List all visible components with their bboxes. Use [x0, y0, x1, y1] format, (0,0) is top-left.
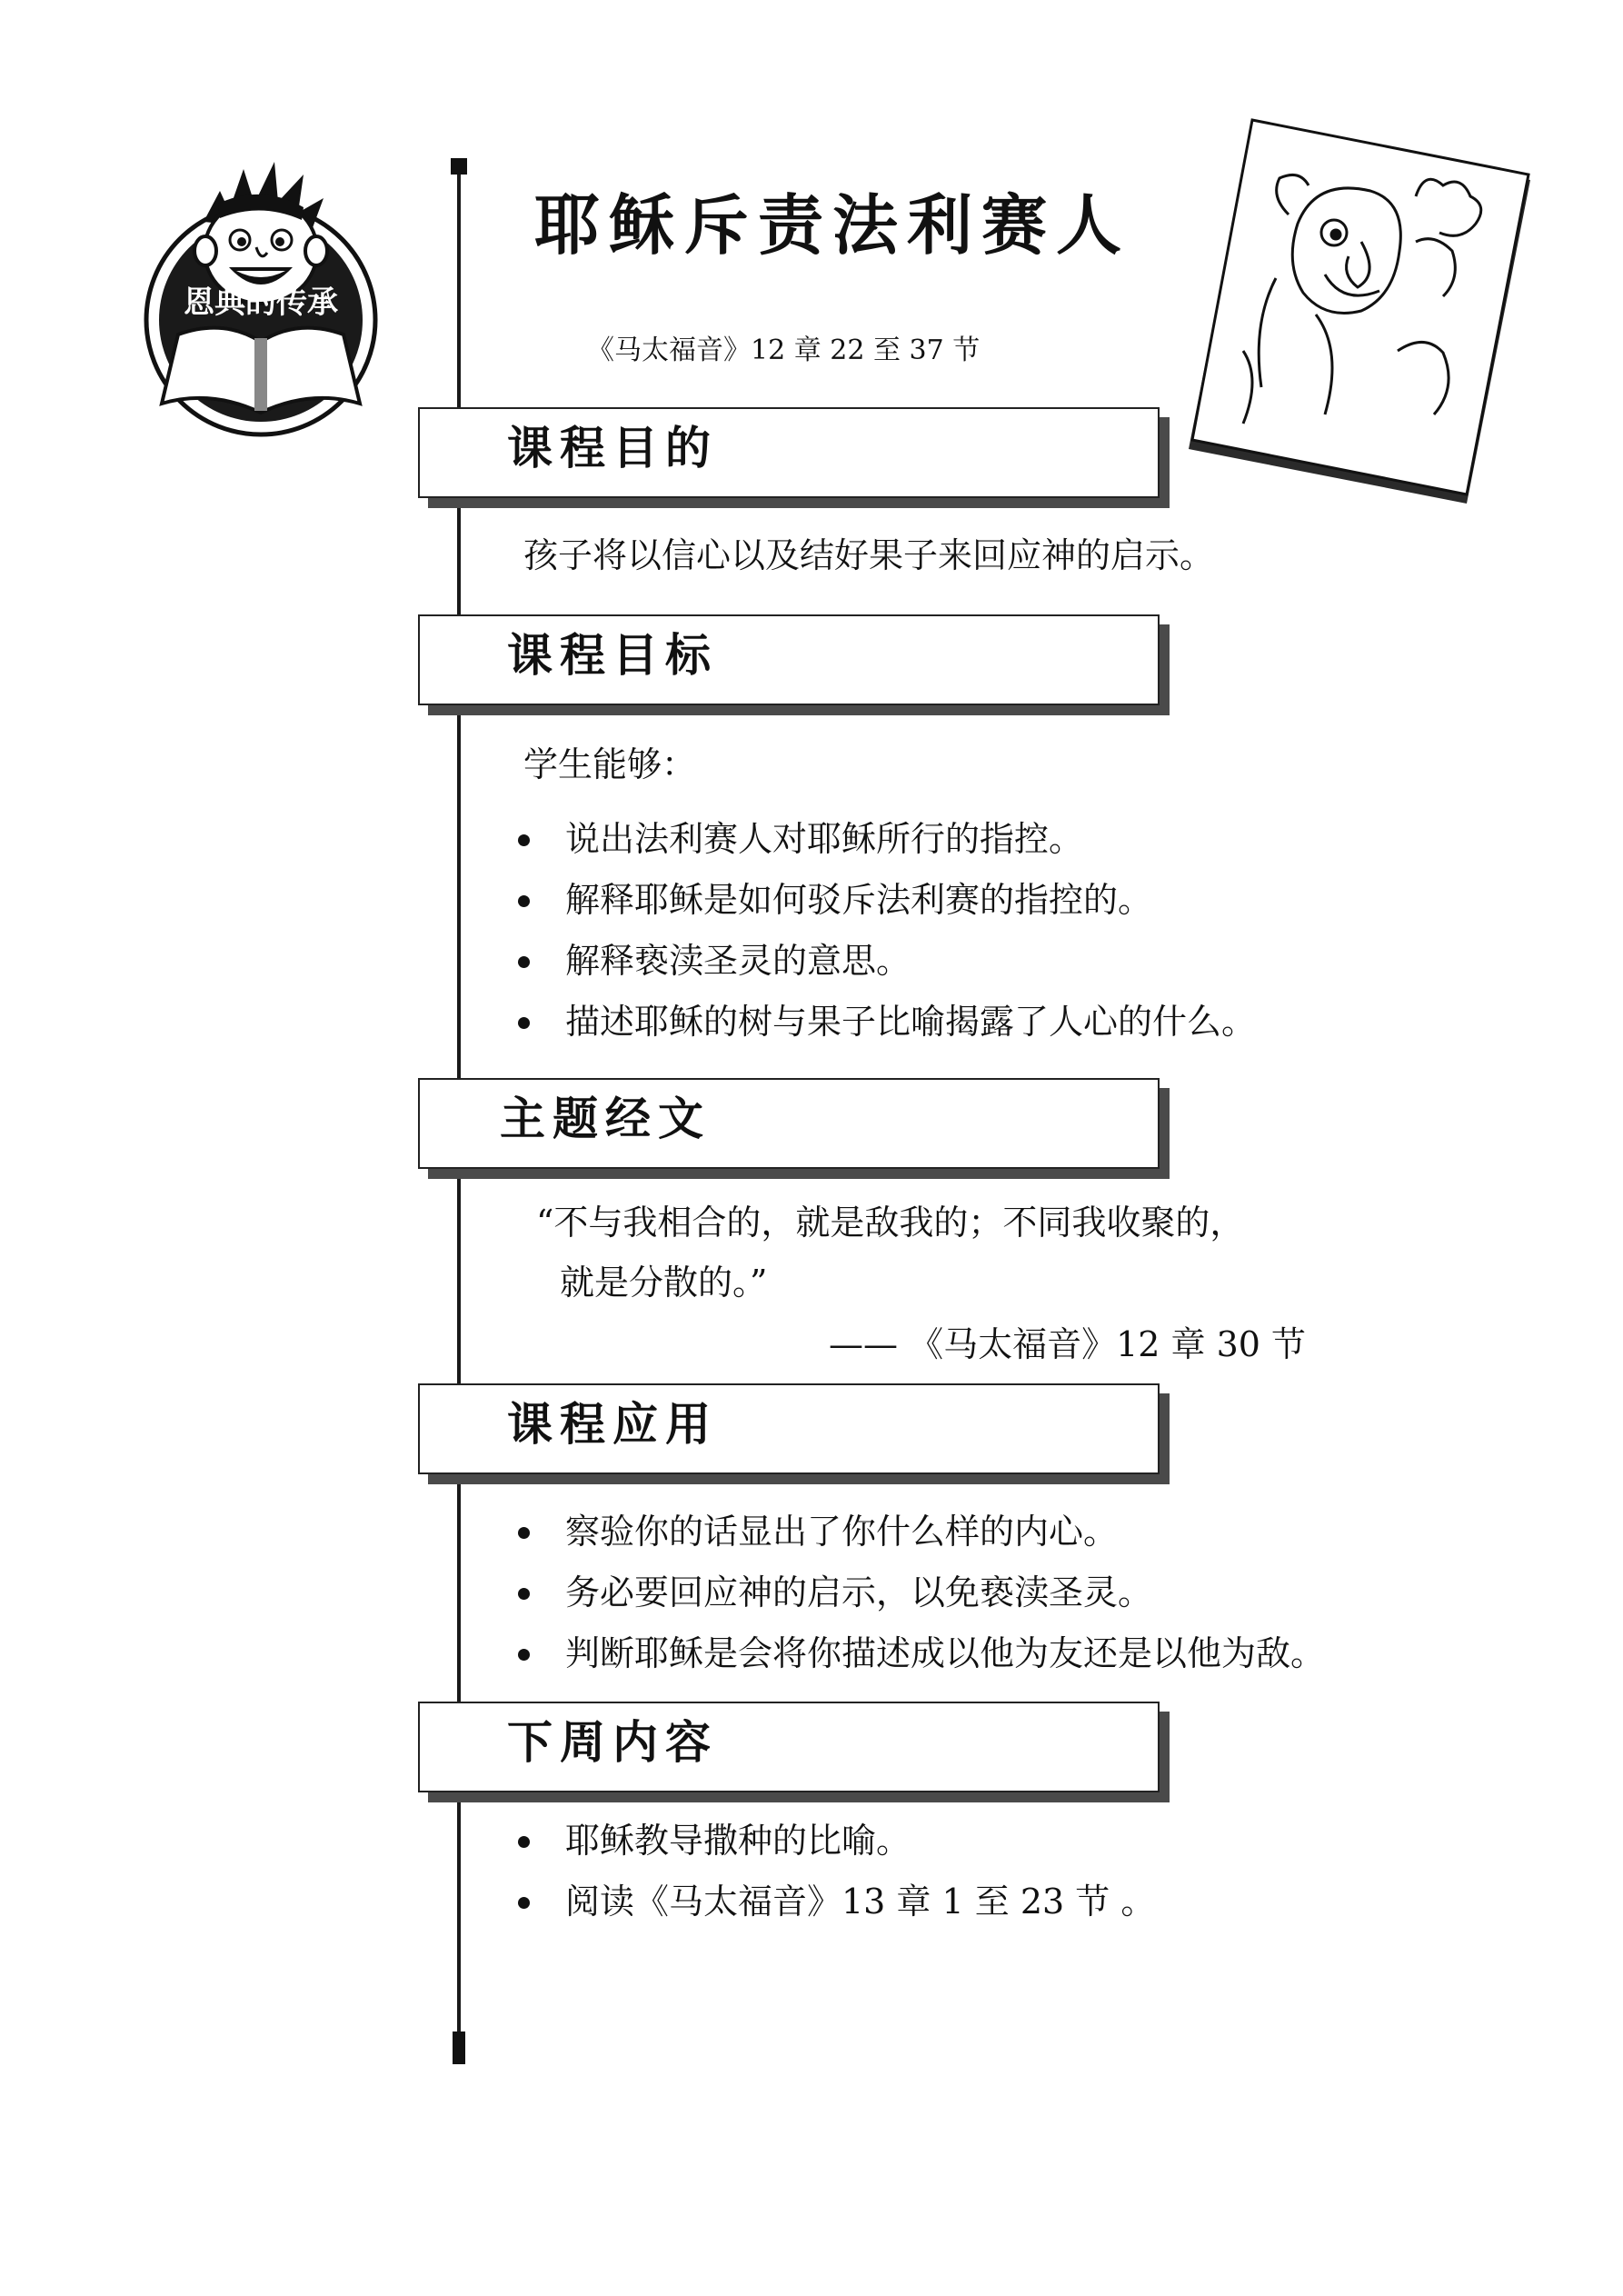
theme-verse-reference: —— 《马太福音》12 章 30 节 [829, 1324, 1307, 1364]
list-item: 察验你的话显出了你什么样的内心。 [511, 1514, 1325, 1575]
section-header-purpose [418, 407, 1160, 498]
scripture-reference: 《马太福音》12 章 22 至 37 节 [587, 334, 981, 366]
list-item: 务必要回应神的启示，以免亵渎圣灵。 [511, 1575, 1325, 1636]
section-header-label: 下周内容 [507, 1715, 718, 1769]
list-item: 说出法利赛人对耶稣所行的指控。 [511, 822, 1256, 883]
grace-heritage-logo-icon [142, 156, 380, 449]
section-header-label: 课程目的 [507, 421, 718, 474]
list-item: 阅读《马太福音》13 章 1 至 23 节 。 [511, 1884, 1155, 1945]
illustration-man-icon [1189, 115, 1530, 504]
list-item: 耶稣教导撒种的比喻。 [511, 1823, 1155, 1884]
list-item: 解释亵渎圣灵的意思。 [511, 943, 1256, 1004]
timeline-bottom-cap [453, 2031, 465, 2064]
list-item: 判断耶稣是会将你描述成以他为友还是以他为敌。 [511, 1636, 1325, 1697]
section-header-label: 课程应用 [507, 1397, 718, 1451]
application-list [511, 1514, 1325, 1697]
timeline-top-cap [451, 158, 467, 175]
page-title: 耶稣斥责法利赛人 [534, 186, 1131, 264]
next-week-list [511, 1823, 1155, 1945]
logo-text: 恩典的传承 [184, 285, 338, 321]
section-header-next-week [418, 1702, 1160, 1792]
theme-verse-line-2: 就是分散的。” [560, 1263, 768, 1303]
section-header-label: 课程目标 [507, 628, 718, 682]
list-item: 描述耶稣的树与果子比喻揭露了人心的什么。 [511, 1004, 1256, 1065]
purpose-text: 孩子将以信心以及结好果子来回应神的启示。 [523, 535, 1215, 575]
list-item: 解释耶稣是如何驳斥法利赛的指控的。 [511, 883, 1256, 943]
objectives-intro: 学生能够： [523, 744, 697, 784]
section-header-label: 主题经文 [500, 1092, 711, 1145]
objectives-list [511, 819, 1257, 1065]
section-header-objectives [418, 614, 1160, 705]
theme-verse-line-1: “不与我相合的，就是敌我的；不同我收聚的， [536, 1203, 1245, 1243]
section-header-theme-verse [418, 1078, 1160, 1169]
section-header-application [418, 1383, 1160, 1474]
